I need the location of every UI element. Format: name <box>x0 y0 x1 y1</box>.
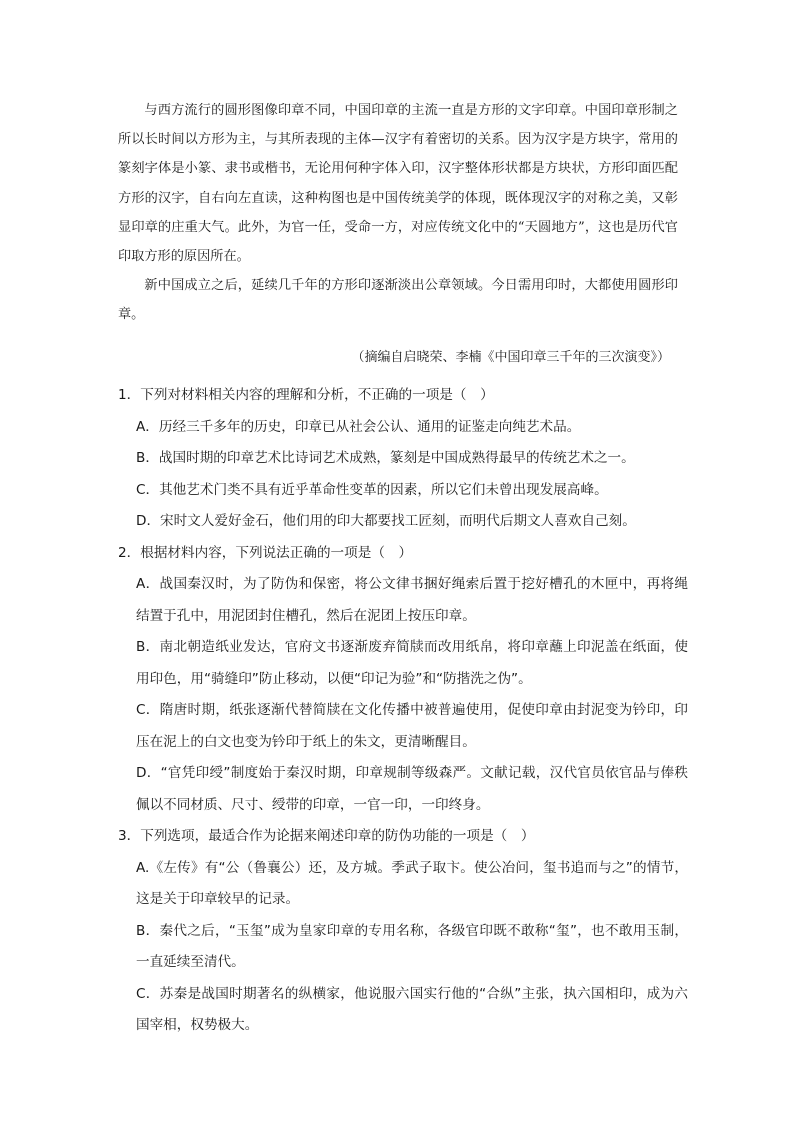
question-stem: 2．根据材料内容，下列说法正确的一项是（ ） <box>118 544 413 561</box>
question-3 <box>118 821 688 1042</box>
question-1 <box>118 380 688 538</box>
option-c: C．苏秦是战国时期著名的纵横家，他说服六国实行他的“合纵”主张，执六国相印，成为六国宰相，权势极大。 <box>136 985 688 1033</box>
question-2 <box>118 538 688 822</box>
passage-paragraph-2: 新中国成立之后，延续几千年的方形印逐渐淡出公章领域。今日需用印时，大都使用圆形印章。 <box>118 278 678 323</box>
option-a: A．战国秦汉时，为了防伪和保密，将公文律书捆好绳索后置于挖好槽孔的木匣中，再将绳结置于孔中，用泥团封住槽孔，然后在泥团上按压印章。 <box>136 576 688 624</box>
option-d: D．宋时文人爱好金石，他们用的印大都要找工匠刻，而明代后期文人喜欢自己刻。 <box>136 513 636 529</box>
option-a: A.《左传》有“公（鲁襄公）还，及方城。季武子取卞。使公冶问，玺书追而与之”的情节，这是关于印章较早的记录。 <box>136 859 688 907</box>
passage-source: （摘编自启晓荣、李楠《中国印章三千年的三次演变》） <box>351 350 670 365</box>
option-c: C．隋唐时期，纸张逐渐代替简牍在文化传播中被普遍使用，促使印章由封泥变为钤印，印压在泥上的白文也变为钤印于纸上的朱文，更清晰醒目。 <box>136 702 688 750</box>
reading-passage <box>118 96 678 330</box>
question-list <box>118 380 688 1042</box>
passage-paragraph-1: 与西方流行的圆形图像印章不同，中国印章的主流一直是方形的文字印章。中国印章形制之所以长时间以方形为主，与其所表现的主体—汉字有着密切的关系。因为汉字是方块字，常用的篆刻字体是小篆、隶书或楷书，无论用何种字体入印，汉字整体形状都是方块状，方形印面匹配方形的汉字，自右向左直读，这种构图也是中国传统美学的体现，既体现汉字的对称之美，又彰显印章的庄重大气。此外，为官一任，受命一方，对应传统文化中的“天圆地方”，这也是历代官印取方形的原因所在。 <box>118 103 678 265</box>
option-b: B．战国时期的印章艺术比诗词艺术成熟，篆刻是中国成熟得最早的传统艺术之一。 <box>136 450 635 466</box>
option-b: B．秦代之后，“玉玺”成为皇家印章的专用名称，各级官印既不敢称“玺”，也不敢用玉制，一直延续至清代。 <box>136 922 688 970</box>
question-stem: 1．下列对材料相关内容的理解和分析，不正确的一项是（ ） <box>118 387 494 403</box>
question-stem: 3．下列选项，最适合作为论据来阐述印章的防伪功能的一项是（ ） <box>118 828 535 844</box>
option-b: B．南北朝造纸业发达，官府文书逐渐废弃简牍而改用纸帛，将印章蘸上印泥盖在纸面，使用印色，用“骑缝印”防止移动，以便“印记为验”和“防揩洗之伪”。 <box>136 639 688 687</box>
option-d: D．“官凭印绶”制度始于秦汉时期，印章规制等级森严。文献记载，汉代官员依官品与俸秩佩以不同材质、尺寸、绶带的印章，一官一印，一印终身。 <box>136 765 688 813</box>
option-c: C．其他艺术门类不具有近乎革命性变革的因素，所以它们未曾出现发展高峰。 <box>136 481 608 498</box>
option-a: A．历经三千多年的历史，印章已从社会公认、通用的证鉴走向纯艺术品。 <box>136 418 581 435</box>
